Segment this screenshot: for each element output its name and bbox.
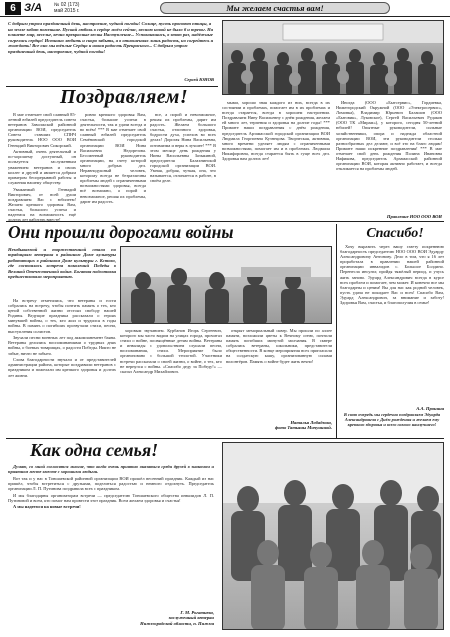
header-divider [0,16,450,17]
family-signature [90,610,214,626]
war-veterans-illustration [121,247,332,324]
section-motto: Мы желаем счастья вам! [160,2,390,14]
family-lead: Думаю, со мной согласятся многие, что когда очень приятно оказаться среди друзей в знакомом и приятном месте вместе с хорошими людьми. [8,464,214,475]
congrats-paragraph: мыми, хорошо зная каждого из них, всегда в их состоянии и проблемах, помогает им в их проблемах и всегда старается, всегда в хорошем настроении. Поздравляем Нину Васильевну с днём рождения, желаем ей много лет, терпения и здоровья на долгие годы! *** Примите наши поздравления с днём рождения, председатель Арзамасской городской организации ВОИ Людмила Георгиевна Кузнецова. Творческая, активная, много времени уделяет людям с ограниченными возможностями, помогает им и в проблемах. Людмила Никифоровна, всегда старается быть в гуще всех дел. Здоровья вам долгих лет! [222,100,330,162]
family-signature-name: Г. М. Рогатнева, [180,610,214,615]
congrats-paragraph: В мае отмечает свой славный 85-летний юбилей председатель совета ветеранов Заволжской районной организации ВОИ, председатель Совета ставших СПНЧ руководитель НОО ООО ВОИ Геннадий Викторович Сикорский. [8,112,76,148]
poem-author: Сергей ЮНОВ [184,77,214,82]
family-paragraph: Вот так и у нас в Тоншаевской районной организации ВОИ прошёл весенний праздник. Каждый из нас пришёл, чтобы встретиться с друзьями, поделиться радостью и немного отдохнуть. Председатель организации Л. П. Путинова поздравила всех с праздником. [8,475,214,491]
congrats-paragraph: Уважаемый Геннадий Викторович, от всей души поздравляем Вас с юбилеем! Желаем крепкого здоровья Вам, счастья, большого успеха и надеемся на возможность ещё долгих лет работать вместе! [8,186,76,223]
thanks-paragraph: Хочу выразить через вашу газету искреннюю благодарность председателю НОО ООО ВОИ Эдуарду Александровичу Антонову. Дело в том, что я 16 лет проработала в правлении нашей районной организации инвалидов с. Большое Болдино. Перенесла инсульт, пройдя тяжёлый период, и учусь жить заново. Эдуард Александрович всегда в курсе всех проблем и помогает, чем может. И конечно все мы благодарны и ценим! Вы для нас как родной человек, пусть удача не покидает Вас и всех! Спасибо Вам, Эдуард Александрович, за внимание и заботу! Здоровья Вам, счастья, и благополучия в семье! [340,244,444,306]
war-paragraph: На встречу отметились, что ветераны и гости собрались на встречу, чтобы почтить память о тех, кто ценой собственной жизни отстоял свободу нашей Родины. Ведущие праздника рассказали о героях минувшей войны, о тех, кто жил и трудился в годы войны. В память о погибших прозвучали стихи, песни, выступления солистов. [8,298,116,334]
column-divider [336,224,337,438]
congrats-column-2 [80,112,146,205]
war-column-2 [120,328,222,375]
section-divider [6,438,444,439]
war-paragraph: Звучали песни военных лет под аккомпанемент баяна. Ветераны делились воспоминаниями о трудных днях войны, о боевых товарищах, о радости Победы. Никто не забыт, ничто не забыто. [8,335,116,356]
war-column-3 [226,328,332,365]
thanks-footer: В свою очередь мы сердечно поздравляем Эдуарда Александровича с Днём рождения и желаем ему крепкого здоровья и всего самого наилучшего! [343,412,441,428]
congrats-column-5 [336,100,442,173]
family-signature-title: заслуженный ветеран [168,615,214,621]
family-closing: А мы надеемся на новые встречи! [13,504,81,510]
congrats-paragraph: Иногда (ООО «Бытсервис», Гордиевка, Нижегородский Окружной (ООО «Электросервис», Ломовка), Владимир Юрьевич Балашов (ООО «Бытовик», Луковское), Сергей Васильевич Рудаков (ООО ТК «Мираж»), у которого, сегодня 50-летний юбилей! Опытные руководители, сильные хозяйственники, опора и надежда областной организации ВОИ, эти руководители столько разнообразных дел делают, и всё это на благо людям! Примите наши искренние поздравления! *** В мае отмечает свой день рождения Полина Ивановна Нафикова, председатель Арзамасской районной организации ВОИ, которая активно работает, и всегда откликается на проблемы людей. [336,100,442,172]
issue-info [54,2,80,14]
congrats-column-3 [150,112,216,185]
family-text [8,464,214,511]
congrats-paragraph: ровно крепкого здоровья Вам, счастья, большие успехи в деятельности, так и удачи всегда и во всём! *** В мае отмечает свой славный юбилей председатель Семёновской городской организации ВОИ Нина Васильевна Недорезова. Бессменный руководитель организации, на счету которой много добрых дел. Неравнодушный человек, которому всегда не безразличны проблемы людей с ограниченными возможностями здоровья, всегда всё возможно, а порой и невозможное, решая их проблемы, дарит им радость. [80,112,146,204]
thanks-signature: А.А. Пронина [416,406,444,411]
congrats-paragraph: Активный, очень деятельный и по-хорошему доступный, он пользуется заслуженным уважением ветеранов и своих коллег и друзей и является добрым примером беспрерывной работы и служения нашему обществу. [8,149,76,185]
war-veterans-photo [120,246,332,324]
war-paragraph: Слова благодарности звучали и от представителей администрации района, которые поздравили ветеранов с праздником и пожелали им крепкого здоровья и долгих лет жизни. [8,357,116,378]
congrats-column-4 [222,100,330,163]
war-article-title: Они прошли дорогами войны [8,222,234,242]
war-lead: Незабываемой и торжественной стала по традициям ветерана в районном Доме культуры работающих в районном Доме культуры г. Кстово, где состоялась встреча поколений Победы в Великой Отечественной войне. Богатая подготовка предшествовала мероприятию. [8,247,116,280]
veterans-hall-photo [222,20,444,95]
congrats-title: Поздравляем! [60,86,189,108]
family-paragraph: И мы благодарны организаторам встречи — председателю Тоншаевского общества инвалидов Л. П. Путиновой и всем, кто помог нам провести этот праздник. Всем желаем здоровья и счастья! [8,492,214,503]
family-celebration-photo [222,442,444,630]
family-signature-place: Нижегородской области, п. Пижма [140,620,214,626]
family-title: Как одна семья! [30,440,159,460]
congrats-paragraph: все, а порой и невозможное, решая их проблемы, дарит им радость. Желаем большого счастья, отличного здоровья, бодрости духа, успехов во всех делах! Дорогая Нина Васильевна, оптимизма и веры в лучшее! *** В этом месяце день рождения у Нины Васильевны Зазыкиной, председателя Балахнинской городской организации ВОИ. Умная, добрая, чуткая, она, что называется, отличается в работе, в своём деле. [150,112,216,184]
newspaper-logo: З/А [24,2,43,14]
page-header [0,0,450,16]
congrats-column-1 [8,112,76,224]
war-paragraph: открыт мемориальный сквер. Мы прошли по аллее памяти, возложили цветы к Вечному огню, почтили память погибших минутой молчания. В сквере собрались ветераны, школьники, представители общественности. В конце мероприятия всех пригласили на солдатскую кашу, организованную силами волонтёров. Память о войне будет жить вечно! [226,328,332,364]
war-photo-credit: фото Татьяны Мичуниной. [274,425,332,430]
family-celebration-illustration [223,443,444,630]
war-paragraph: хоровым звучанием. Курбанов Игорь Сергеевич, которого мы часто видим на улицах города, прочитал стихи о войне, посвящённые детям войны. Ветераны и инвалиды с удовольствием слушали песни, воспоминания, стихи. Мероприятие было организовано с большой теплотой. Участники встречи рассказали о своей жизни, о войне, о тех, кто не вернулся с войны. «Спасибо деду за Победу!» — сказал Александр Михайлович. [120,328,222,374]
page-number: 6 [5,2,21,15]
issue-number: № 02 (173) [54,2,80,8]
thanks-title: Спасибо! [366,226,424,241]
war-column-1 [8,298,116,379]
veterans-hall-illustration [223,21,444,95]
issue-date: май 2015 г. [54,8,80,14]
war-signature: Наталья Лобадзова, [290,420,332,425]
poem-text: С добрым утром праздничный день, настроение, чудной погоды! Солнце, пусть пропоют птицы, а на земле забот поменьше. Пускай любовь в сердце моём сейчас, весною новой не было б и тревог. На планете мир, веселье, вечно прекрасные весны Наступление... Успокоившись, в этот раз, надёжные согрелись сердца! Истинно любить и скоро забыть, а в отношениях лишь радость, но согрейтесь и жаждать! Все оно мы тёплые Сердца и новая радость Прекрасного... С добрым утром праздничный день, настроение, чудной погоды! [8,21,214,54]
congrats-signature: Правление НОО ООО ВОИ [386,214,442,219]
thanks-text [340,244,444,307]
